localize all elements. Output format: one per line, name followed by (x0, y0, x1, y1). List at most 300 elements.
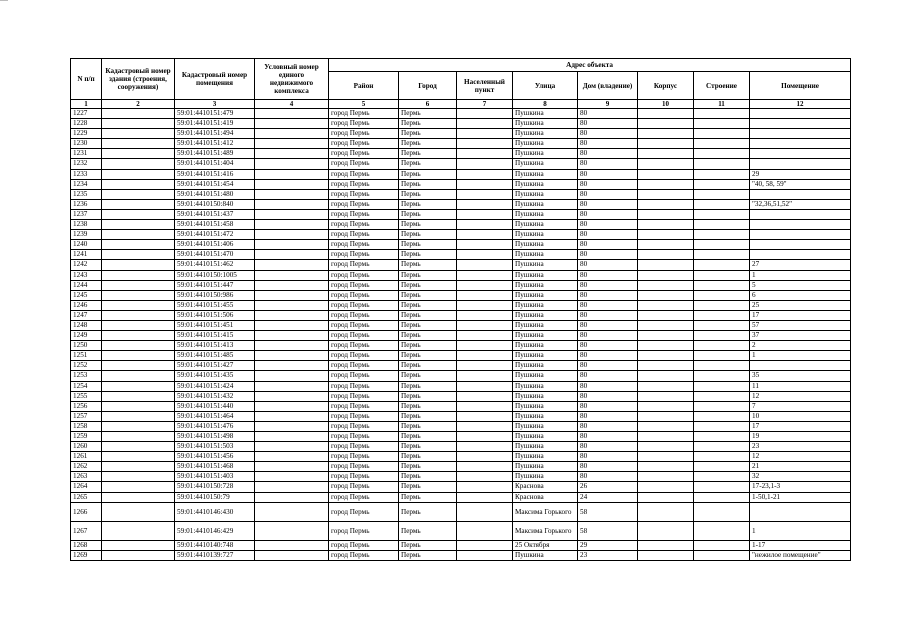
stroenie-cell (694, 320, 750, 330)
street-cell: Пушкина (513, 310, 578, 320)
city-cell: Пермь (399, 331, 457, 341)
settlement-cell (457, 521, 513, 540)
korpus-cell (638, 290, 694, 300)
korpus-cell (638, 341, 694, 351)
conditional-number (255, 230, 329, 240)
street-cell: Пушкина (513, 331, 578, 341)
table-row (71, 331, 851, 341)
city-cell: Пермь (399, 521, 457, 540)
house-cell: 80 (578, 442, 638, 452)
street-cell: Пушкина (513, 421, 578, 431)
city-cell: Пермь (399, 391, 457, 401)
korpus-cell (638, 432, 694, 442)
conditional-number (255, 280, 329, 290)
stroenie-cell (694, 482, 750, 492)
premises-cell: 12 (750, 391, 851, 401)
street-cell: Пушкина (513, 119, 578, 129)
city-cell: Пермь (399, 381, 457, 391)
street-cell: Пушкина (513, 280, 578, 290)
table-row (71, 540, 851, 550)
header-num: N п/п (71, 59, 102, 100)
stroenie-cell (694, 371, 750, 381)
korpus-cell (638, 472, 694, 482)
settlement-cell (457, 220, 513, 230)
room-cadastral: 59:01:4410151:464 (175, 411, 255, 421)
city-cell: Пермь (399, 300, 457, 310)
korpus-cell (638, 280, 694, 290)
table-row (71, 320, 851, 330)
korpus-cell (638, 550, 694, 560)
conditional-number (255, 351, 329, 361)
settlement-cell (457, 129, 513, 139)
street-cell: Пушкина (513, 452, 578, 462)
table-row (71, 492, 851, 502)
premises-cell: 35 (750, 371, 851, 381)
korpus-cell (638, 492, 694, 502)
city-cell: Пермь (399, 472, 457, 482)
house-cell: 80 (578, 169, 638, 179)
building-cadastral (102, 169, 175, 179)
house-cell: 80 (578, 220, 638, 230)
city-cell: Пермь (399, 492, 457, 502)
table-row (71, 189, 851, 199)
korpus-cell (638, 199, 694, 209)
district-cell: город Пермь (329, 411, 399, 421)
table-row (71, 442, 851, 452)
room-cadastral: 59:01:4410151:455 (175, 300, 255, 310)
room-cadastral: 59:01:4410151:403 (175, 472, 255, 482)
city-cell: Пермь (399, 361, 457, 371)
house-cell: 80 (578, 310, 638, 320)
room-cadastral: 59:01:4410151:506 (175, 310, 255, 320)
room-cadastral: 59:01:4410151:468 (175, 462, 255, 472)
house-cell: 26 (578, 482, 638, 492)
district-cell: город Пермь (329, 482, 399, 492)
row-number: 1230 (71, 139, 102, 149)
row-number: 1269 (71, 550, 102, 560)
city-cell: Пермь (399, 411, 457, 421)
header-korpus: Корпус (638, 72, 694, 100)
korpus-cell (638, 119, 694, 129)
settlement-cell (457, 179, 513, 189)
settlement-cell (457, 351, 513, 361)
building-cadastral (102, 139, 175, 149)
street-cell: Пушкина (513, 391, 578, 401)
district-cell: город Пермь (329, 492, 399, 502)
city-cell: Пермь (399, 179, 457, 189)
conditional-number (255, 149, 329, 159)
city-cell: Пермь (399, 250, 457, 260)
table-row (71, 391, 851, 401)
street-cell: Максима Горького (513, 502, 578, 521)
settlement-cell (457, 320, 513, 330)
premises-cell: 7 (750, 401, 851, 411)
stroenie-cell (694, 139, 750, 149)
conditional-number (255, 442, 329, 452)
house-cell: 80 (578, 260, 638, 270)
table-row (71, 250, 851, 260)
house-cell: 80 (578, 139, 638, 149)
row-number: 1248 (71, 320, 102, 330)
district-cell: город Пермь (329, 270, 399, 280)
room-cadastral: 59:01:4410151:485 (175, 351, 255, 361)
house-cell: 80 (578, 462, 638, 472)
premises-cell: 23 (750, 442, 851, 452)
header-row-1 (71, 59, 851, 72)
conditional-number (255, 199, 329, 209)
column-number: 9 (578, 100, 638, 109)
district-cell: город Пермь (329, 391, 399, 401)
city-cell: Пермь (399, 421, 457, 431)
row-number: 1242 (71, 260, 102, 270)
premises-cell (750, 240, 851, 250)
conditional-number (255, 139, 329, 149)
table-row (71, 260, 851, 270)
table-row (71, 209, 851, 219)
room-cadastral: 59:01:4410151:503 (175, 442, 255, 452)
stroenie-cell (694, 290, 750, 300)
conditional-number (255, 462, 329, 472)
district-cell: город Пермь (329, 199, 399, 209)
building-cadastral (102, 371, 175, 381)
room-cadastral: 59:01:4410151:480 (175, 189, 255, 199)
room-cadastral: 59:01:4410151:415 (175, 331, 255, 341)
korpus-cell (638, 452, 694, 462)
building-cadastral (102, 432, 175, 442)
city-cell: Пермь (399, 119, 457, 129)
premises-cell: "40, 58, 59" (750, 179, 851, 189)
row-number: 1236 (71, 199, 102, 209)
house-cell: 80 (578, 401, 638, 411)
house-cell: 80 (578, 149, 638, 159)
korpus-cell (638, 482, 694, 492)
street-cell: Пушкина (513, 341, 578, 351)
room-cadastral: 59:01:4410139:727 (175, 550, 255, 560)
house-cell: 80 (578, 129, 638, 139)
row-number: 1253 (71, 371, 102, 381)
district-cell: город Пермь (329, 230, 399, 240)
house-cell: 80 (578, 250, 638, 260)
building-cadastral (102, 270, 175, 280)
premises-cell: 25 (750, 300, 851, 310)
settlement-cell (457, 300, 513, 310)
conditional-number (255, 401, 329, 411)
conditional-number (255, 240, 329, 250)
conditional-number (255, 492, 329, 502)
city-cell: Пермь (399, 199, 457, 209)
house-cell: 80 (578, 341, 638, 351)
building-cadastral (102, 381, 175, 391)
district-cell: город Пермь (329, 540, 399, 550)
korpus-cell (638, 129, 694, 139)
table-row (71, 341, 851, 351)
city-cell: Пермь (399, 442, 457, 452)
header-premises: Помещение (750, 72, 851, 100)
room-cadastral: 59:01:4410150:840 (175, 199, 255, 209)
building-cadastral (102, 149, 175, 159)
table-row (71, 129, 851, 139)
korpus-cell (638, 230, 694, 240)
building-cadastral (102, 442, 175, 452)
premises-cell: 11 (750, 381, 851, 391)
table-row (71, 502, 851, 521)
settlement-cell (457, 240, 513, 250)
stroenie-cell (694, 331, 750, 341)
house-cell: 80 (578, 209, 638, 219)
conditional-number (255, 209, 329, 219)
header-stroenie: Строение (694, 72, 750, 100)
city-cell: Пермь (399, 432, 457, 442)
district-cell: город Пермь (329, 361, 399, 371)
row-number: 1251 (71, 351, 102, 361)
header-room: Кадастровый номер помещения (175, 59, 255, 100)
building-cadastral (102, 280, 175, 290)
settlement-cell (457, 290, 513, 300)
district-cell: город Пермь (329, 472, 399, 482)
column-number: 12 (750, 100, 851, 109)
row-number: 1232 (71, 159, 102, 169)
city-cell: Пермь (399, 371, 457, 381)
row-number: 1266 (71, 502, 102, 521)
street-cell: Пушкина (513, 169, 578, 179)
column-number: 11 (694, 100, 750, 109)
settlement-cell (457, 432, 513, 442)
street-cell: Максима Горького (513, 521, 578, 540)
table-row (71, 270, 851, 280)
city-cell: Пермь (399, 502, 457, 521)
conditional-number (255, 411, 329, 421)
house-cell: 80 (578, 381, 638, 391)
property-table (70, 58, 851, 561)
settlement-cell (457, 260, 513, 270)
street-cell: Пушкина (513, 250, 578, 260)
premises-cell (750, 250, 851, 260)
street-cell: Краснова (513, 482, 578, 492)
scan-edge-mark (0, 0, 8, 1)
street-cell: 25 Октября (513, 540, 578, 550)
column-number: 7 (457, 100, 513, 109)
room-cadastral: 59:01:4410150:986 (175, 290, 255, 300)
house-cell: 80 (578, 361, 638, 371)
stroenie-cell (694, 109, 750, 119)
row-number: 1243 (71, 270, 102, 280)
settlement-cell (457, 411, 513, 421)
building-cadastral (102, 482, 175, 492)
row-number: 1240 (71, 240, 102, 250)
korpus-cell (638, 371, 694, 381)
street-cell: Пушкина (513, 220, 578, 230)
street-cell: Пушкина (513, 109, 578, 119)
city-cell: Пермь (399, 401, 457, 411)
korpus-cell (638, 421, 694, 431)
settlement-cell (457, 310, 513, 320)
city-cell: Пермь (399, 290, 457, 300)
settlement-cell (457, 550, 513, 560)
conditional-number (255, 540, 329, 550)
conditional-number (255, 521, 329, 540)
settlement-cell (457, 139, 513, 149)
header-house: Дом (владение) (578, 72, 638, 100)
building-cadastral (102, 341, 175, 351)
conditional-number (255, 381, 329, 391)
stroenie-cell (694, 260, 750, 270)
premises-cell (750, 139, 851, 149)
street-cell: Пушкина (513, 462, 578, 472)
building-cadastral (102, 119, 175, 129)
table-row (71, 361, 851, 371)
column-number: 6 (399, 100, 457, 109)
settlement-cell (457, 230, 513, 240)
stroenie-cell (694, 310, 750, 320)
settlement-cell (457, 270, 513, 280)
street-cell: Пушкина (513, 240, 578, 250)
settlement-cell (457, 250, 513, 260)
building-cadastral (102, 361, 175, 371)
table-row (71, 280, 851, 290)
stroenie-cell (694, 381, 750, 391)
building-cadastral (102, 401, 175, 411)
korpus-cell (638, 250, 694, 260)
room-cadastral: 59:01:4410151:413 (175, 341, 255, 351)
table-row (71, 169, 851, 179)
building-cadastral (102, 310, 175, 320)
table-row (71, 452, 851, 462)
house-cell: 24 (578, 492, 638, 502)
conditional-number (255, 482, 329, 492)
premises-cell: "нежилое помещение" (750, 550, 851, 560)
settlement-cell (457, 189, 513, 199)
premises-cell (750, 109, 851, 119)
settlement-cell (457, 452, 513, 462)
room-cadastral: 59:01:4410150:1005 (175, 270, 255, 280)
building-cadastral (102, 462, 175, 472)
premises-cell (750, 119, 851, 129)
district-cell: город Пермь (329, 159, 399, 169)
settlement-cell (457, 540, 513, 550)
stroenie-cell (694, 472, 750, 482)
stroenie-cell (694, 341, 750, 351)
settlement-cell (457, 391, 513, 401)
district-cell: город Пермь (329, 250, 399, 260)
street-cell: Пушкина (513, 351, 578, 361)
city-cell: Пермь (399, 482, 457, 492)
building-cadastral (102, 502, 175, 521)
street-cell: Пушкина (513, 371, 578, 381)
settlement-cell (457, 361, 513, 371)
settlement-cell (457, 341, 513, 351)
header-district: Район (329, 72, 399, 100)
conditional-number (255, 320, 329, 330)
stroenie-cell (694, 240, 750, 250)
stroenie-cell (694, 119, 750, 129)
table-row (71, 290, 851, 300)
district-cell: город Пермь (329, 331, 399, 341)
conditional-number (255, 290, 329, 300)
street-cell: Пушкина (513, 290, 578, 300)
district-cell: город Пермь (329, 432, 399, 442)
table-row (71, 240, 851, 250)
conditional-number (255, 169, 329, 179)
row-number: 1257 (71, 411, 102, 421)
row-number: 1254 (71, 381, 102, 391)
room-cadastral: 59:01:4410151:419 (175, 119, 255, 129)
premises-cell: 29 (750, 169, 851, 179)
stroenie-cell (694, 169, 750, 179)
stroenie-cell (694, 502, 750, 521)
building-cadastral (102, 540, 175, 550)
street-cell: Пушкина (513, 260, 578, 270)
premises-cell: 19 (750, 432, 851, 442)
room-cadastral: 59:01:4410150:79 (175, 492, 255, 502)
premises-cell: 17-23,1-3 (750, 482, 851, 492)
district-cell: город Пермь (329, 381, 399, 391)
row-number: 1233 (71, 169, 102, 179)
street-cell: Пушкина (513, 129, 578, 139)
street-cell: Пушкина (513, 320, 578, 330)
building-cadastral (102, 421, 175, 431)
conditional-number (255, 371, 329, 381)
house-cell: 23 (578, 550, 638, 560)
stroenie-cell (694, 209, 750, 219)
stroenie-cell (694, 250, 750, 260)
premises-cell (750, 220, 851, 230)
row-number: 1231 (71, 149, 102, 159)
table-row (71, 199, 851, 209)
conditional-number (255, 179, 329, 189)
conditional-number (255, 129, 329, 139)
conditional-number (255, 260, 329, 270)
table-row (71, 159, 851, 169)
premises-cell: 37 (750, 331, 851, 341)
city-cell: Пермь (399, 209, 457, 219)
column-number: 5 (329, 100, 399, 109)
room-cadastral: 59:01:4410151:456 (175, 452, 255, 462)
korpus-cell (638, 310, 694, 320)
table-body (71, 109, 851, 561)
building-cadastral (102, 492, 175, 502)
korpus-cell (638, 462, 694, 472)
room-cadastral: 59:01:4410151:458 (175, 220, 255, 230)
header-settlement: Населенный пункт (457, 72, 513, 100)
room-cadastral: 59:01:4410151:424 (175, 381, 255, 391)
room-cadastral: 59:01:4410151:416 (175, 169, 255, 179)
row-number: 1264 (71, 482, 102, 492)
column-number-row (71, 100, 851, 109)
house-cell: 80 (578, 189, 638, 199)
city-cell: Пермь (399, 270, 457, 280)
korpus-cell (638, 109, 694, 119)
korpus-cell (638, 502, 694, 521)
premises-cell: 57 (750, 320, 851, 330)
room-cadastral: 59:01:4410151:406 (175, 240, 255, 250)
stroenie-cell (694, 401, 750, 411)
house-cell: 80 (578, 432, 638, 442)
column-number: 2 (102, 100, 175, 109)
room-cadastral: 59:01:4410151:470 (175, 250, 255, 260)
premises-cell (750, 230, 851, 240)
building-cadastral (102, 351, 175, 361)
city-cell: Пермь (399, 189, 457, 199)
house-cell: 80 (578, 119, 638, 129)
room-cadastral: 59:01:4410151:447 (175, 280, 255, 290)
street-cell: Пушкина (513, 230, 578, 240)
building-cadastral (102, 129, 175, 139)
street-cell: Пушкина (513, 472, 578, 482)
district-cell: город Пермь (329, 320, 399, 330)
premises-cell: 6 (750, 290, 851, 300)
district-cell: город Пермь (329, 169, 399, 179)
building-cadastral (102, 320, 175, 330)
